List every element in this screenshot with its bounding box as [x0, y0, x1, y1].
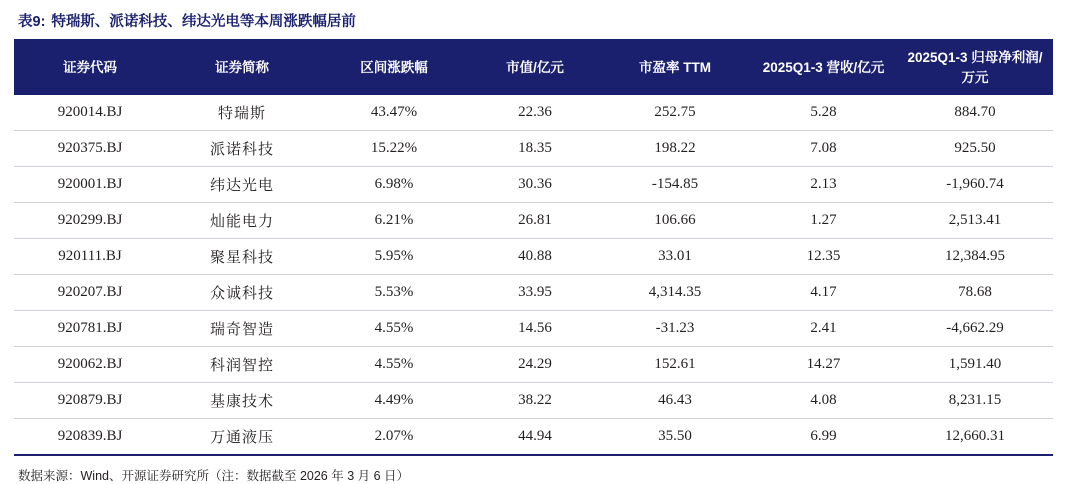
table-row: [14, 419, 1053, 456]
cell-net-profit: -1,960.74: [897, 167, 1053, 203]
cell-market-cap: 44.94: [470, 419, 600, 456]
cell-pe-ttm: 35.50: [600, 419, 750, 456]
figure-number-label: 表9:: [18, 14, 46, 30]
cell-revenue: 2.13: [750, 167, 897, 203]
table-row: [14, 347, 1053, 383]
cell-net-profit: 925.50: [897, 131, 1053, 167]
cell-market-cap: 22.36: [470, 95, 600, 131]
cell-period-change: 4.55%: [318, 347, 470, 383]
cell-security-name: 瑞奇智造: [166, 311, 318, 347]
cell-security-code: 920839.BJ: [14, 419, 166, 456]
cell-period-change: 6.21%: [318, 203, 470, 239]
cell-security-code: 920879.BJ: [14, 383, 166, 419]
cell-pe-ttm: 33.01: [600, 239, 750, 275]
cell-security-name: 科润智控: [166, 347, 318, 383]
cell-net-profit: -4,662.29: [897, 311, 1053, 347]
cell-period-change: 4.55%: [318, 311, 470, 347]
column-header-market-cap: 市值/亿元: [470, 41, 600, 95]
cell-pe-ttm: 46.43: [600, 383, 750, 419]
cell-net-profit: 1,591.40: [897, 347, 1053, 383]
cell-market-cap: 38.22: [470, 383, 600, 419]
table-header: [14, 41, 1053, 95]
table-row: [14, 95, 1053, 131]
stock-table: [14, 41, 1053, 456]
cell-security-code: 920781.BJ: [14, 311, 166, 347]
cell-security-name: 基康技术: [166, 383, 318, 419]
table-row: [14, 275, 1053, 311]
cell-period-change: 4.49%: [318, 383, 470, 419]
cell-market-cap: 14.56: [470, 311, 600, 347]
column-header-security-code: 证券代码: [14, 41, 166, 95]
cell-period-change: 6.98%: [318, 167, 470, 203]
cell-market-cap: 18.35: [470, 131, 600, 167]
cell-revenue: 7.08: [750, 131, 897, 167]
cell-security-code: 920062.BJ: [14, 347, 166, 383]
figure-title-text: 特瑞斯、派诺科技、纬达光电等本周涨跌幅居前: [51, 14, 356, 30]
table-row: [14, 203, 1053, 239]
cell-security-name: 纬达光电: [166, 167, 318, 203]
cell-security-name: 万通液压: [166, 419, 318, 456]
cell-net-profit: 78.68: [897, 275, 1053, 311]
cell-period-change: 5.95%: [318, 239, 470, 275]
cell-period-change: 43.47%: [318, 95, 470, 131]
table-row: [14, 131, 1053, 167]
cell-net-profit: 8,231.15: [897, 383, 1053, 419]
cell-revenue: 14.27: [750, 347, 897, 383]
cell-market-cap: 24.29: [470, 347, 600, 383]
cell-period-change: 2.07%: [318, 419, 470, 456]
cell-period-change: 15.22%: [318, 131, 470, 167]
cell-pe-ttm: 198.22: [600, 131, 750, 167]
cell-revenue: 6.99: [750, 419, 897, 456]
cell-market-cap: 40.88: [470, 239, 600, 275]
column-header-revenue: 2025Q1-3 营收/亿元: [750, 41, 897, 95]
cell-security-code: 920111.BJ: [14, 239, 166, 275]
cell-revenue: 1.27: [750, 203, 897, 239]
column-header-period-change: 区间涨跌幅: [318, 41, 470, 95]
cell-revenue: 4.08: [750, 383, 897, 419]
cell-revenue: 5.28: [750, 95, 897, 131]
cell-security-code: 920207.BJ: [14, 275, 166, 311]
column-header-pe-ttm: 市盈率 TTM: [600, 41, 750, 95]
cell-pe-ttm: -31.23: [600, 311, 750, 347]
table-row: [14, 239, 1053, 275]
cell-net-profit: 884.70: [897, 95, 1053, 131]
column-header-security-name: 证券简称: [166, 41, 318, 95]
cell-revenue: 4.17: [750, 275, 897, 311]
cell-revenue: 2.41: [750, 311, 897, 347]
source-note: 数据来源：Wind、开源证券研究所（注：数据截至 2026 年 3 月 6 日）: [18, 469, 410, 483]
cell-pe-ttm: 152.61: [600, 347, 750, 383]
cell-pe-ttm: 106.66: [600, 203, 750, 239]
cell-market-cap: 33.95: [470, 275, 600, 311]
cell-security-name: 聚星科技: [166, 239, 318, 275]
cell-pe-ttm: 4,314.35: [600, 275, 750, 311]
table-row: [14, 383, 1053, 419]
cell-security-name: 众诚科技: [166, 275, 318, 311]
cell-net-profit: 12,660.31: [897, 419, 1053, 456]
cell-security-name: 灿能电力: [166, 203, 318, 239]
cell-pe-ttm: 252.75: [600, 95, 750, 131]
cell-market-cap: 26.81: [470, 203, 600, 239]
cell-net-profit: 12,384.95: [897, 239, 1053, 275]
table-row: [14, 167, 1053, 203]
cell-period-change: 5.53%: [318, 275, 470, 311]
table-row: [14, 311, 1053, 347]
cell-revenue: 12.35: [750, 239, 897, 275]
cell-security-code: 920375.BJ: [14, 131, 166, 167]
table-body: [14, 95, 1053, 455]
cell-security-name: 派诺科技: [166, 131, 318, 167]
cell-net-profit: 2,513.41: [897, 203, 1053, 239]
cell-security-code: 920014.BJ: [14, 95, 166, 131]
figure-title: [14, 0, 1053, 41]
column-header-net-profit: 2025Q1-3 归母净利润/万元: [897, 41, 1053, 95]
cell-market-cap: 30.36: [470, 167, 600, 203]
cell-security-name: 特瑞斯: [166, 95, 318, 131]
cell-pe-ttm: -154.85: [600, 167, 750, 203]
cell-security-code: 920001.BJ: [14, 167, 166, 203]
table-header-row: [14, 41, 1053, 95]
cell-security-code: 920299.BJ: [14, 203, 166, 239]
